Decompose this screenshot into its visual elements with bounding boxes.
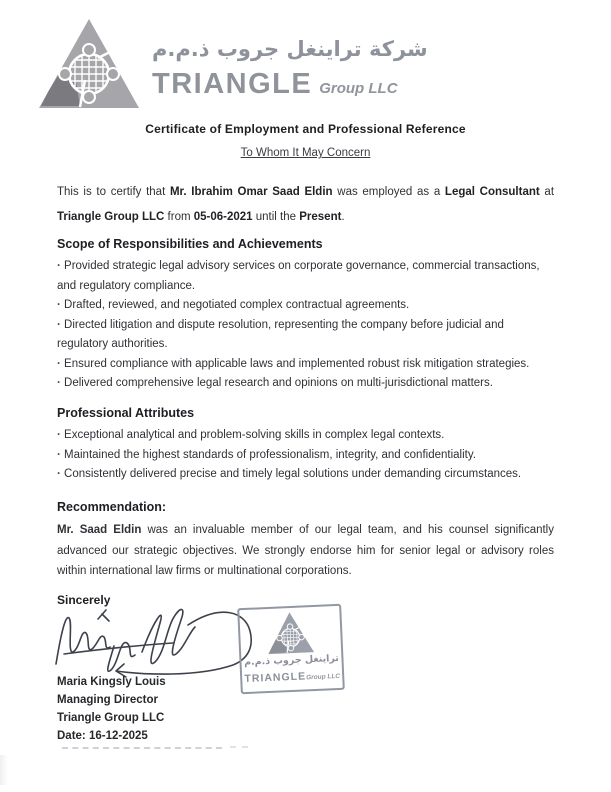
brand-suffix: Group LLC — [319, 80, 398, 97]
stamp-triangle-logo-icon — [264, 610, 316, 656]
job-role: Legal Consultant — [444, 186, 540, 198]
employee-short-name: Mr. Saad Eldin — [57, 524, 142, 536]
signer-block — [57, 673, 166, 727]
scope-bullet-list — [57, 257, 554, 394]
salutation: To Whom It May Concern — [240, 147, 371, 159]
intro-text: was employed as a — [332, 186, 445, 198]
start-date: 05-06-2021 — [193, 211, 253, 223]
scan-artifact-dashes — [62, 747, 222, 749]
scan-page-edge — [0, 755, 8, 785]
recommendation-text: was an invaluable member of our legal team, and his counsel significantly advanced our strategic objectives. We strongly endorse him for senior legal or advisory roles within international law firms or multinational corporations. — [57, 524, 554, 577]
triangle-globe-logo-icon — [36, 16, 142, 112]
signer-title: Managing Director — [57, 694, 158, 706]
stamp-brand-name: TRIANGLE — [244, 670, 307, 686]
brand-block — [152, 16, 428, 101]
attributes-section — [57, 406, 554, 485]
end-date: Present — [299, 211, 342, 223]
document-title: Certificate of Employment and Professional Reference — [145, 122, 466, 136]
intro-text: . — [341, 211, 345, 223]
company-name: Triangle Group LLC — [57, 211, 165, 223]
bullet-item: · Consistently delivered precise and timely legal solutions under demanding circumstances. — [57, 465, 554, 485]
bullet-item: · Exceptional analytical and problem-solving skills in complex legal contexts. — [57, 426, 554, 446]
bullet-item: · Directed litigation and dispute resolution, representing the company before judicial and regulatory authorities. — [57, 316, 554, 355]
bullet-item: · Maintained the highest standards of professionalism, integrity, and confidentiality. — [57, 446, 554, 466]
stamp-wordmark — [244, 665, 340, 687]
brand-name: TRIANGLE — [152, 68, 313, 100]
closing-word: Sincerely — [57, 593, 111, 607]
scope-heading: Scope of Responsibilities and Achievements — [57, 237, 323, 251]
brand-wordmark — [152, 68, 428, 101]
recommendation-paragraph — [57, 520, 554, 582]
title-block — [0, 122, 611, 159]
brand-arabic-name: شركة تراينغل جروب ذ.م.م — [152, 37, 428, 61]
scan-artifact-dashes — [230, 746, 248, 748]
recommendation-heading: Recommendation: — [57, 500, 167, 514]
intro-text: from — [164, 211, 194, 223]
bullet-item: · Provided strategic legal advisory services on corporate governance, commercial transactions, and regulatory compliance. — [57, 257, 554, 296]
date-line-clipped — [57, 729, 148, 741]
attributes-heading: Professional Attributes — [57, 406, 195, 420]
intro-paragraph — [57, 180, 554, 230]
signer-company: Triangle Group LLC — [57, 712, 165, 724]
bullet-item: · Delivered comprehensive legal research and opinions on multi-jurisdictional matters. — [57, 374, 554, 394]
company-stamp — [237, 604, 345, 694]
intro-section — [57, 180, 554, 230]
letterhead — [36, 16, 428, 112]
signer-name: Maria Kingsly Louis — [57, 676, 166, 688]
employee-name: Mr. Ibrahim Omar Saad Eldin — [169, 186, 333, 198]
recommendation-section — [57, 500, 554, 582]
bullet-item: · Ensured compliance with applicable laws and implemented robust risk mitigation strategies. — [57, 355, 554, 375]
intro-text: until the — [252, 211, 300, 223]
stamp-brand-suffix: Group LLC — [305, 672, 341, 682]
attributes-bullet-list — [57, 426, 554, 485]
intro-text: This is to certify that — [57, 186, 170, 198]
intro-text: at — [539, 186, 555, 198]
stamp-arabic-text: تراينغل جروب ذ.م.م — [243, 652, 340, 669]
scope-section — [57, 237, 554, 394]
date-line: Date: 16-12-2025 — [57, 730, 148, 741]
bullet-item: · Drafted, reviewed, and negotiated complex contractual agreements. — [57, 296, 554, 316]
